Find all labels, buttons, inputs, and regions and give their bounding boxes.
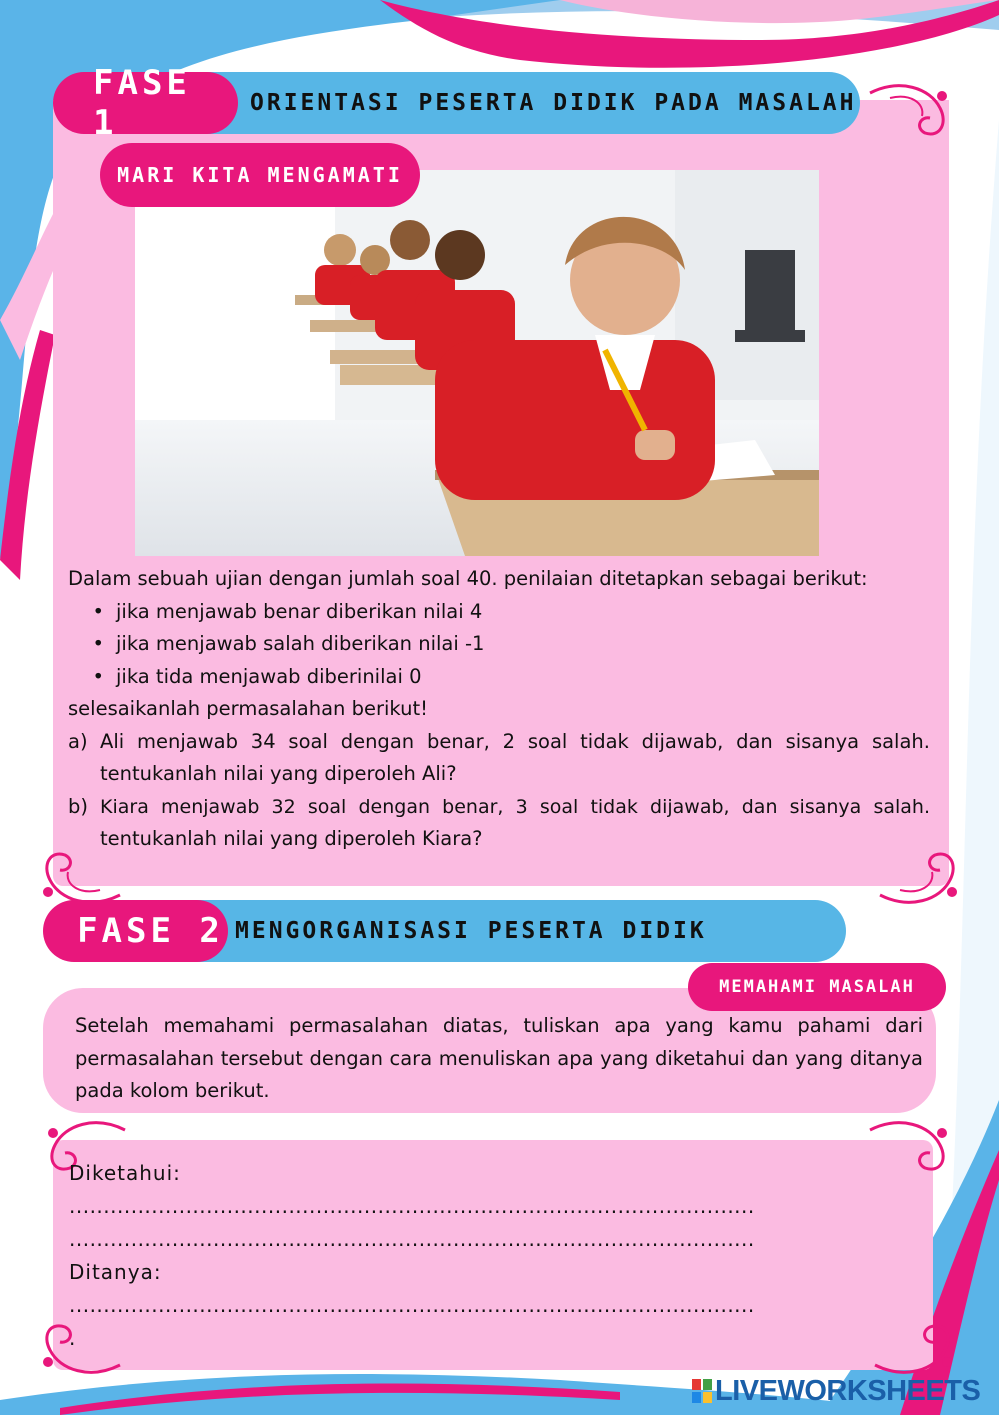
liveworksheets-logo — [692, 1374, 980, 1408]
ornament-icon — [860, 78, 960, 158]
phase1-title-bar — [200, 72, 860, 134]
phase2-badge-label: MEMAHAMI MASALAH — [719, 977, 915, 997]
phase2-label-pill — [43, 900, 228, 962]
rule-item: • jika menjawab benar diberikan nilai 4 — [92, 599, 483, 623]
rule-item: • jika menjawab salah diberikan nilai -1 — [92, 632, 485, 655]
brand-name: LIVEWORKSHEETS — [715, 1374, 981, 1407]
answer-fields — [69, 1157, 881, 1355]
phase2-title: MENGORGANISASI PESERTA DIDIK — [235, 918, 707, 944]
phase2-label: FASE 2 — [77, 911, 224, 951]
problem-intro: Dalam sebuah ujian dengan jumlah soal 40. penilaian ditetapkan sebagai berikut: — [68, 567, 868, 590]
phase2-instruction: Setelah memahami permasalahan diatas, tuliskan apa yang kamu pahami dari permasalahan tersebut dengan cara menuliskan apa yang diketahui dan yang ditanya pada kolom berikut. — [75, 1014, 923, 1102]
phase2-title-bar — [190, 900, 846, 962]
question-a: a) Ali menjawab 34 soal dengan benar, 2 soal tidak dijawab, dan sisanya salah. tentukanlah nilai yang diperoleh Ali? — [68, 729, 930, 785]
known-answer-line[interactable]: .................................................................................................... — [69, 1227, 755, 1251]
students-exam-photo — [135, 170, 819, 556]
phase2-badge — [688, 963, 946, 1011]
logo-icon — [692, 1379, 712, 1403]
known-answer-line[interactable]: .................................................................................................... — [69, 1194, 755, 1218]
known-label: Diketahui: — [69, 1161, 181, 1185]
phase1-title: ORIENTASI PESERTA DIDIK PADA MASALAH — [250, 90, 857, 116]
rule-item: • jika tida menjawab diberinilai 0 — [92, 664, 422, 688]
phase1-label-pill — [53, 63, 238, 143]
asked-answer-line[interactable]: . — [69, 1326, 77, 1350]
question-b: b) Kiara menjawab 32 soal dengan benar, 3 soal tidak dijawab, dan sisanya salah. tentukanlah nilai yang diperoleh Kiara? — [68, 794, 930, 850]
asked-answer-line[interactable]: .................................................................................................... — [69, 1293, 755, 1317]
phase1-problem — [68, 563, 930, 856]
phase1-label: FASE 1 — [93, 63, 191, 143]
phase1-badge — [100, 143, 420, 207]
instruction: selesaikanlah permasalahan berikut! — [68, 697, 428, 720]
asked-label: Ditanya: — [69, 1260, 162, 1284]
phase1-badge-label: MARI KITA MENGAMATI — [117, 163, 403, 187]
